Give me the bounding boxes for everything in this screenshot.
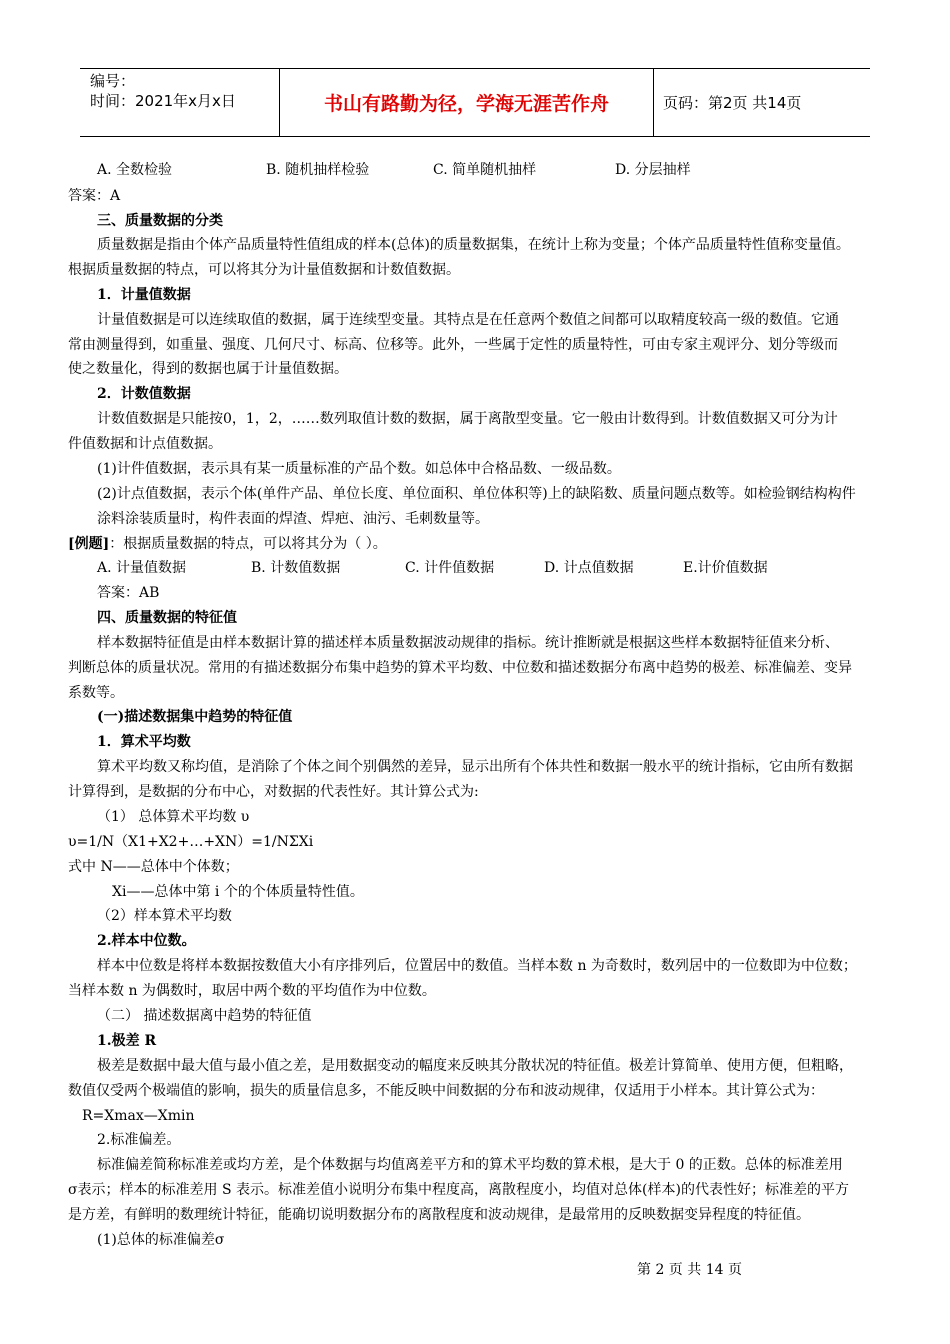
q1-option-d: D. 分层抽样 xyxy=(615,162,691,178)
formula-note: Xi——总体中第 i 个的个体质量特性值。 xyxy=(112,884,364,900)
subsection-heading: （二） 描述数据离中趋势的特征值 xyxy=(97,1008,312,1024)
example-answer: 答案：AB xyxy=(97,585,160,601)
subsection-heading: 2.标准偏差。 xyxy=(97,1132,181,1148)
paragraph-line: 计量值数据是可以连续取值的数据，属于连续型变量。其特点是在任意两个数值之间都可以取精度较高一级的数值。它通 xyxy=(97,312,839,328)
header-info-cell xyxy=(80,69,280,136)
paragraph-line: 根据质量数据的特点，可以将其分为计量值数据和计数值数据。 xyxy=(68,262,460,278)
paragraph-line: 数值仅受两个极端值的影响，损失的质量信息多，不能反映中间数据的分布和波动规律，仅适用于小样本。其计算公式为： xyxy=(68,1083,824,1099)
formula-note: 式中 N——总体中个体数； xyxy=(68,859,239,875)
example-option-d: D. 计点值数据 xyxy=(544,560,634,576)
example-question xyxy=(68,534,387,554)
example-text: ：根据质量数据的特点，可以将其分为（ ）。 xyxy=(109,536,387,552)
number-label: 编号： xyxy=(90,72,136,90)
page-footer: 第 2 页 共 14 页 xyxy=(637,1262,742,1278)
example-option-b: B. 计数值数据 xyxy=(251,560,341,576)
subsection-heading: 1．计量值数据 xyxy=(97,287,191,303)
paragraph-line: σ表示；样本的标准差用 S 表示。标准差值小说明分布集中程度高，离散程度小，均值对总体(样本)的代表性好；标准差的平方 xyxy=(68,1182,849,1198)
page-header xyxy=(80,68,870,137)
example-option-a: A. 计量值数据 xyxy=(97,560,187,576)
example-option-e: E.计价值数据 xyxy=(683,560,768,576)
header-motto: 书山有路勤为径，学海无涯苦作舟 xyxy=(280,69,654,136)
paragraph-line: 常由测量得到，如重量、强度、几何尺寸、标高、位移等。此外，一些属于定性的质量特性，可由专家主观评分、划分等级而 xyxy=(68,337,838,353)
paragraph-line: 标准偏差简称标准差或均方差，是个体数据与均值离差平方和的算术平均数的算术根，是大于 0 的正数。总体的标准差用 xyxy=(97,1157,843,1173)
paragraph-line: (2)计点值数据，表示个体(单件产品、单位长度、单位面积、单位体积等)上的缺陷数、质量问题点数等。如检验钢结构构件 xyxy=(97,486,856,502)
paragraph-line: 判断总体的质量状况。常用的有描述数据分布集中趋势的算术平均数、中位数和描述数据分布离中趋势的极差、标准偏差、变异 xyxy=(68,660,852,676)
formula-label: (1)总体的标准偏差σ xyxy=(97,1232,225,1248)
paragraph-line: 算术平均数又称均值，是消除了个体之间个别偶然的差异，显示出所有个体共性和数据一般水平的统计指标，它由所有数据 xyxy=(97,759,853,775)
subsection-heading: 2.样本中位数。 xyxy=(97,933,196,949)
paragraph-line: 当样本数 n 为偶数时，取居中两个数的平均值作为中位数。 xyxy=(68,983,436,999)
paragraph-line: (1)计件值数据，表示具有某一质量标准的产品个数。如总体中合格品数、一级品数。 xyxy=(97,461,621,477)
paragraph-line: 使之数量化，得到的数据也属于计量值数据。 xyxy=(68,361,348,377)
subsection-heading: 1．算术平均数 xyxy=(97,734,191,750)
formula-label: （2）样本算术平均数 xyxy=(97,908,232,924)
subsection-heading: 1.极差 R xyxy=(97,1033,157,1049)
header-page-code: 页码：第2页 共14页 xyxy=(663,94,802,112)
q1-answer: 答案：A xyxy=(68,188,121,204)
paragraph-line: 计数值数据是只能按0，1，2，……数列取值计数的数据，属于离散型变量。它一般由计数得到。计数值数据又可分为计 xyxy=(97,411,838,427)
paragraph-line: 计算得到，是数据的分布中心，对数据的代表性好。其计算公式为: xyxy=(68,784,479,800)
time-label: 时间：2021年x月x日 xyxy=(90,92,236,110)
paragraph-line: 样本数据特征值是由样本数据计算的描述样本质量数据波动规律的指标。统计推断就是根据这些样本数据特征值来分析、 xyxy=(97,635,839,651)
example-label: [例题] xyxy=(68,536,110,552)
subsection-heading: (一)描述数据集中趋势的特征值 xyxy=(97,709,293,725)
paragraph-line: 是方差，有鲜明的数理统计特征，能确切说明数据分布的离散程度和波动规律，是最常用的反映数据变异程度的特征值。 xyxy=(68,1207,810,1223)
example-option-c: C. 计件值数据 xyxy=(405,560,495,576)
formula: R=Xmax—Xmin xyxy=(82,1108,195,1124)
formula-label: （1） 总体算术平均数 υ xyxy=(97,809,250,825)
paragraph-line: 系数等。 xyxy=(68,685,124,701)
q1-option-a: A. 全数检验 xyxy=(97,162,173,178)
paragraph-line: 样本中位数是将样本数据按数值大小有序排列后，位置居中的数值。当样本数 n 为奇数时，数列居中的一位数即为中位数； xyxy=(97,958,857,974)
section-heading: 三、质量数据的分类 xyxy=(97,213,223,229)
paragraph-line: 极差是数据中最大值与最小值之差，是用数据变动的幅度来反映其分散状况的特征值。极差计算简单、使用方便，但粗略， xyxy=(97,1058,853,1074)
q1-option-b: B. 随机抽样检验 xyxy=(266,162,370,178)
q1-option-c: C. 简单随机抽样 xyxy=(433,162,537,178)
paragraph-line: 件值数据和计点值数据。 xyxy=(68,436,222,452)
formula: υ=1/N（X1+X2+…+XN）=1/NΣXi xyxy=(68,834,314,850)
subsection-heading: 2．计数值数据 xyxy=(97,386,191,402)
paragraph-line: 质量数据是指由个体产品质量特性值组成的样本(总体)的质量数据集，在统计上称为变量；个体产品质量特性值称变量值。 xyxy=(97,237,850,253)
paragraph-line: 涂料涂装质量时，构件表面的焊渣、焊疤、油污、毛刺数量等。 xyxy=(97,511,489,527)
section-heading: 四、质量数据的特征值 xyxy=(97,610,237,626)
